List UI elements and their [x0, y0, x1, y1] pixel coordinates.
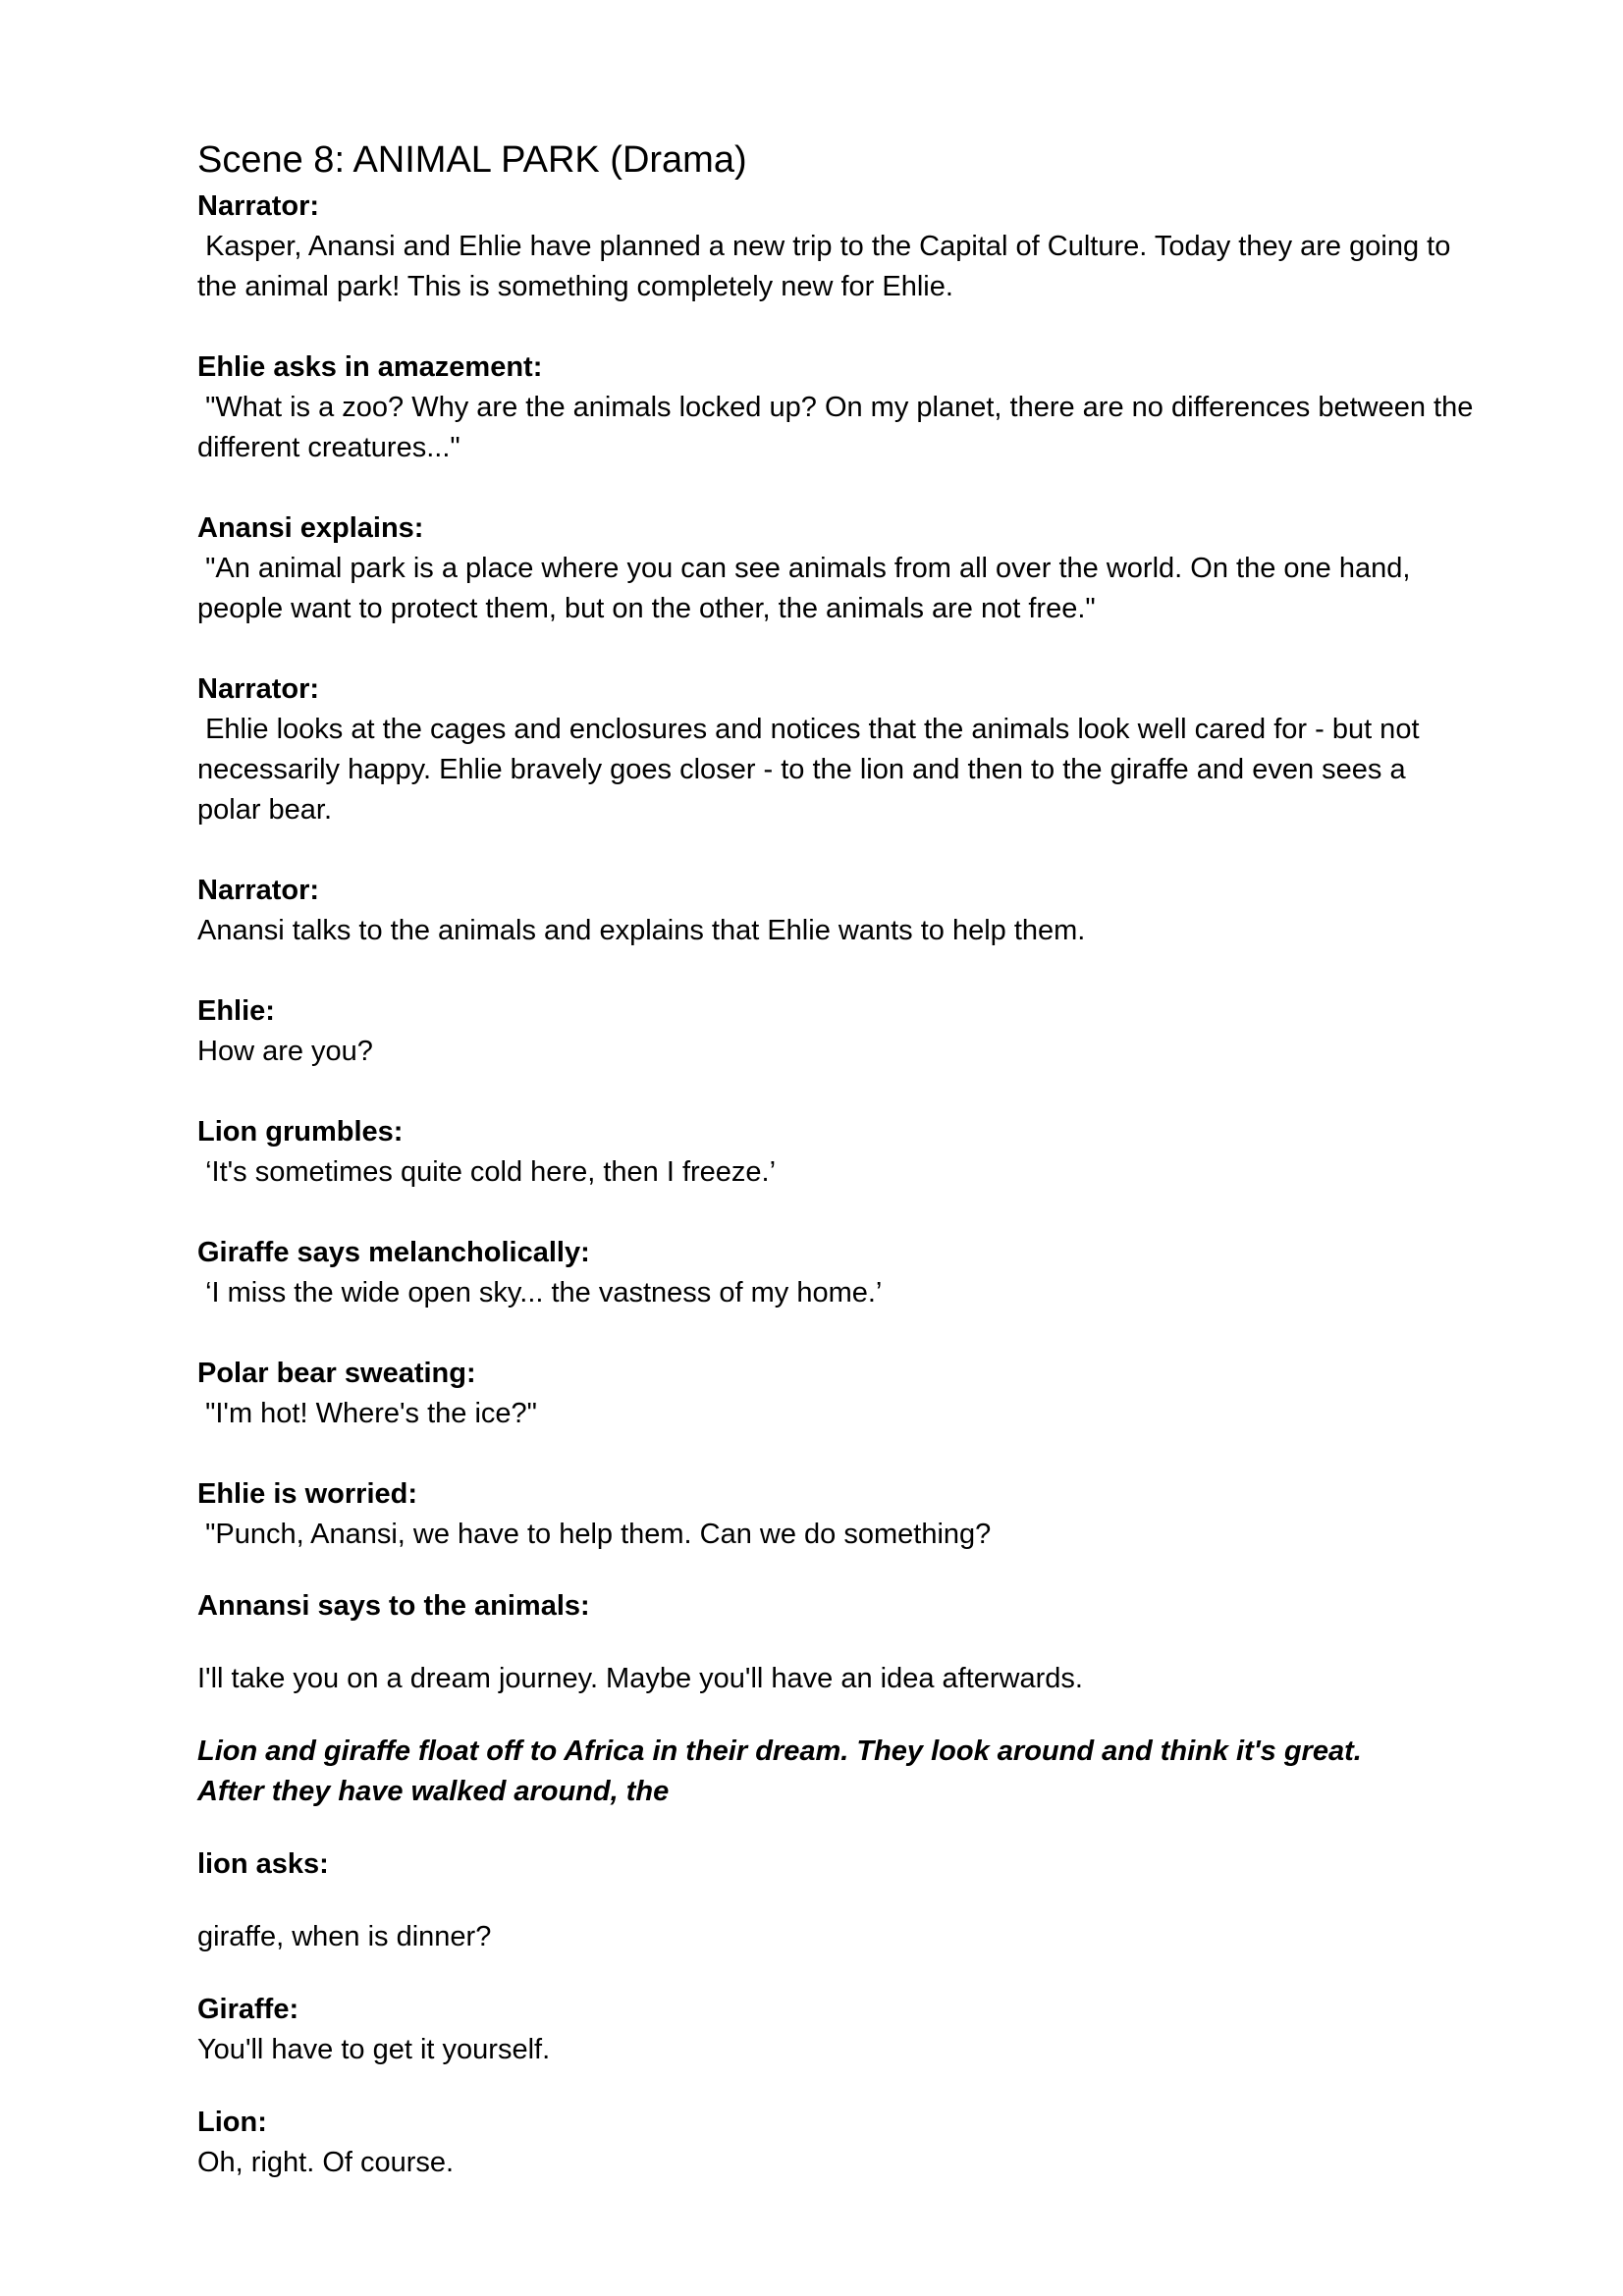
dialogue-text: You'll have to get it yourself.	[197, 2034, 551, 2065]
stage-direction	[197, 1732, 1474, 1812]
speaker-label-annansi: Annansi says to the animals:	[197, 1590, 590, 1622]
speaker-label: Narrator:	[197, 875, 320, 906]
dialogue-text: Kasper, Anansi and Ehlie have planned a new trip to the Capital of Culture. Today they are going to the animal park! This is something completely new for Ehlie.	[197, 231, 1459, 302]
speaker-label-lion-asks: lion asks:	[197, 1848, 329, 1880]
dialogue-text: ‘It's sometimes quite cold here, then I freeze.’	[197, 1156, 777, 1188]
speaker-label: Ehlie is worried:	[197, 1478, 417, 1510]
spacer	[197, 1072, 1474, 1112]
spacer	[197, 307, 1474, 347]
dialogue-block-giraffe	[197, 1990, 1474, 2070]
spacer	[197, 1193, 1474, 1233]
dialogue-block-lion-grumbles	[197, 1112, 1474, 1193]
dialogue-text: "Punch, Anansi, we have to help them. Can we do something?	[197, 1519, 992, 1550]
dialogue-block-ehlie-worried	[197, 1474, 1474, 1555]
dialogue-text: ‘I miss the wide open sky... the vastness of my home.’	[197, 1277, 883, 1308]
dialogue-text-annansi: I'll take you on a dream journey. Maybe you'll have an idea afterwards.	[197, 1663, 1083, 1694]
dialogue-block-lion	[197, 2103, 1474, 2183]
dialogue-block-ehlie-amazement	[197, 347, 1482, 468]
document-page	[197, 137, 1482, 2183]
dialogue-text-lion-asks: giraffe, when is dinner?	[197, 1921, 492, 1952]
dialogue-text: Anansi talks to the animals and explains that Ehlie wants to help them.	[197, 915, 1086, 946]
spacer	[197, 1555, 1474, 1586]
stage-direction-line-2: After they have walked around, the	[197, 1776, 670, 1807]
speaker-label: Anansi explains:	[197, 512, 424, 544]
dialogue-text: How are you?	[197, 1036, 373, 1067]
spacer	[197, 1699, 1474, 1732]
dialogue-block-giraffe-melancholic	[197, 1233, 1474, 1313]
spacer	[197, 1313, 1474, 1354]
speaker-label: Giraffe says melancholically:	[197, 1237, 590, 1268]
spacer	[197, 1434, 1474, 1474]
spacer	[197, 468, 1474, 508]
spacer	[197, 1957, 1474, 1990]
speaker-label: Narrator:	[197, 190, 320, 222]
dialogue-text: "I'm hot! Where's the ice?"	[197, 1398, 537, 1429]
dialogue-block-ehlie	[197, 991, 1474, 1072]
dialogue-text: "What is a zoo? Why are the animals locked up? On my planet, there are no differences between the different creatures..."	[197, 392, 1482, 463]
stage-direction-line-1: Lion and giraffe float off to Africa in their dream. They look around and think it's great.	[197, 1735, 1362, 1767]
speaker-label: Lion:	[197, 2107, 267, 2138]
speaker-label: Polar bear sweating:	[197, 1358, 476, 1389]
speaker-label: Giraffe:	[197, 1994, 299, 2025]
spacer	[197, 2070, 1474, 2103]
spacer	[197, 1885, 1474, 1917]
dialogue-block-polar-bear	[197, 1354, 1474, 1434]
dialogue-text: "An animal park is a place where you can see animals from all over the world. On the one hand, people want to protect them, but on the other, the animals are not free."	[197, 553, 1419, 624]
speaker-label: Narrator:	[197, 673, 320, 705]
speaker-label: Ehlie:	[197, 995, 275, 1027]
dialogue-block-anansi-explains	[197, 508, 1474, 629]
dialogue-block-narrator-2	[197, 669, 1474, 830]
spacer	[197, 1812, 1474, 1844]
spacer	[197, 830, 1474, 871]
dialogue-text: Ehlie looks at the cages and enclosures and notices that the animals look well cared for - but not necessarily happy. Ehlie bravely goes closer - to the lion and then to the giraffe and even sees a polar bear.	[197, 714, 1428, 826]
spacer	[197, 1627, 1474, 1659]
page-title: Scene 8: ANIMAL PARK (Drama)	[197, 139, 747, 181]
dialogue-text: Oh, right. Of course.	[197, 2147, 455, 2178]
dialogue-block-narrator-3	[197, 871, 1474, 951]
speaker-label: Ehlie asks in amazement:	[197, 351, 543, 383]
spacer	[197, 951, 1474, 991]
dialogue-block-narrator-1	[197, 187, 1474, 307]
speaker-label: Lion grumbles:	[197, 1116, 404, 1148]
spacer	[197, 629, 1474, 669]
